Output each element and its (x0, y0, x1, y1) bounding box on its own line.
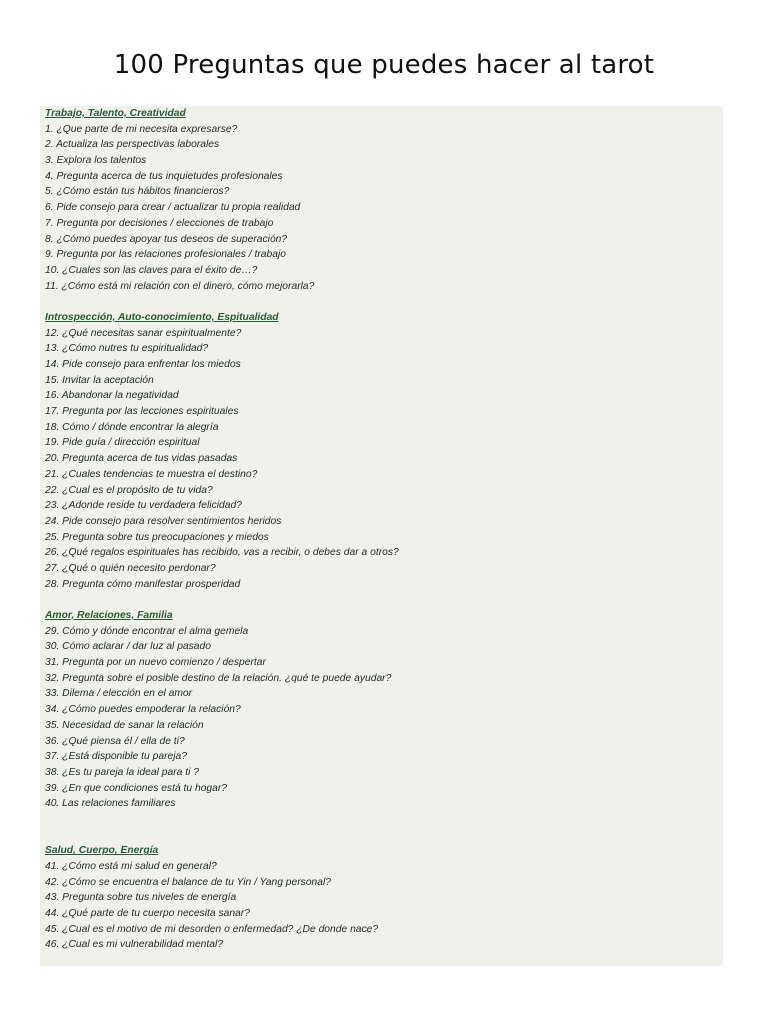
list-item: 18. Cómo / dónde encontrar la alegría (45, 421, 219, 433)
list-item: 31. Pregunta por un nuevo comienzo / despertar (45, 657, 266, 669)
list-item: 25. Pregunta sobre tus preocupaciones y miedos (45, 531, 269, 543)
list-item: 17. Pregunta por las lecciones espirituales (45, 406, 239, 418)
list-item: 10. ¿Cuales son las claves para el éxito de…? (45, 264, 258, 276)
list-item: 15. Invitar la aceptación (45, 374, 154, 386)
list-item: 28. Pregunta cómo manifestar prosperidad (45, 578, 241, 590)
section-amor (45, 608, 721, 812)
list-item: 40. Las relaciones familiares (45, 798, 176, 810)
list-item: 30. Cómo aclarar / dar luz al pasado (45, 641, 211, 653)
list-item: 1. ¿Que parte de mi necesita expresarse? (45, 123, 238, 135)
list-item: 9. Pregunta por las relaciones profesionales / trabajo (45, 249, 286, 261)
list-item: 38. ¿Es tu pareja la ideal para ti ? (45, 766, 199, 778)
section-spacer (45, 592, 721, 608)
list-item: 43. Pregunta sobre tus niveles de energía (45, 892, 237, 904)
section-introspeccion (45, 310, 721, 592)
list-item: 46. ¿Cual es mi vulnerabilidad mental? (45, 939, 223, 951)
list-item: 20. Pregunta acerca de tus vidas pasadas (45, 453, 238, 465)
list-item: 39. ¿En que condiciones está tu hogar? (45, 782, 228, 794)
list-item: 35. Necesidad de sanar la relación (45, 719, 204, 731)
list-item: 33. Dilema / elección en el amor (45, 688, 193, 700)
list-item: 42. ¿Cómo se encuentra el balance de tu Yin / Yang personal? (45, 876, 332, 888)
list-item: 37. ¿Está disponible tu pareja? (45, 751, 187, 763)
list-item: 11. ¿Cómo está mi relación con el dinero, cómo mejorarla? (45, 280, 315, 292)
section-spacer (45, 294, 721, 310)
list-item: 21. ¿Cuales tendencias te muestra el destino? (45, 468, 258, 480)
questions-list (45, 106, 721, 953)
section-title: Amor, Relaciones, Familia (45, 610, 173, 621)
section-trabajo (45, 106, 721, 294)
list-item: 41. ¿Cómo está mi salud en general? (45, 861, 217, 873)
section-salud (45, 843, 721, 953)
section-spacer (45, 812, 721, 843)
section-title: Introspección, Auto-conocimiento, Espitualidad (45, 311, 279, 323)
list-item: 7. Pregunta por decisiones / elecciones de trabajo (45, 217, 274, 229)
list-item: 44. ¿Qué parte de tu cuerpo necesita sanar? (45, 908, 250, 920)
list-item: 14. Pide consejo para enfrentar los miedos (45, 359, 241, 370)
section-title: Trabajo, Talento, Creatividad (45, 108, 186, 119)
list-item: 23. ¿Adonde reside tu verdadera felicidad? (45, 500, 242, 512)
list-item: 3. Explora los talentos (45, 155, 147, 167)
list-item: 19. Pide guía / dirección espiritual (45, 437, 200, 449)
list-item: 34. ¿Cómo puedes empoderar la relación? (45, 704, 241, 716)
list-item: 16. Abandonar la negatividad (45, 390, 179, 402)
document-title: 100 Preguntas que puedes hacer al tarot (113, 50, 655, 80)
list-item: 26. ¿Qué regalos espirituales has recibido, vas a recibir, o debes dar a otros? (45, 547, 399, 559)
section-title: Salud, Cuerpo, Energía (45, 845, 159, 857)
list-item: 36. ¿Qué piensa él / ella de ti? (45, 735, 185, 747)
list-item: 6. Pide consejo para crear / actualizar tu propia realidad (45, 202, 301, 214)
list-item: 13. ¿Cómo nutres tu espiritualidad? (45, 343, 209, 355)
list-item: 12. ¿Qué necesitas sanar espiritualmente? (45, 327, 242, 339)
list-item: 27. ¿Qué o quién necesito perdonar? (45, 562, 216, 574)
list-item: 5. ¿Cómo están tus hábitos financieros? (45, 186, 230, 198)
list-item: 22. ¿Cual es el propósito de tu vida? (45, 484, 213, 496)
list-item: 2. Actualiza las perspectivas laborales (45, 139, 220, 151)
list-item: 8. ¿Cómo puedes apoyar tus deseos de superación? (45, 233, 288, 245)
list-item: 45. ¿Cual es el motivo de mi desorden o enfermedad? ¿De donde nace? (45, 923, 379, 935)
list-item: 24. Pide consejo para resolver sentimientos heridos (45, 515, 282, 527)
list-item: 4. Pregunta acerca de tus inquietudes profesionales (45, 170, 283, 182)
list-item: 32. Pregunta sobre el posible destino de la relación. ¿qué te puede ayudar? (45, 672, 392, 684)
list-item: 29. Cómo y dónde encontrar el alma gemela (45, 625, 249, 637)
